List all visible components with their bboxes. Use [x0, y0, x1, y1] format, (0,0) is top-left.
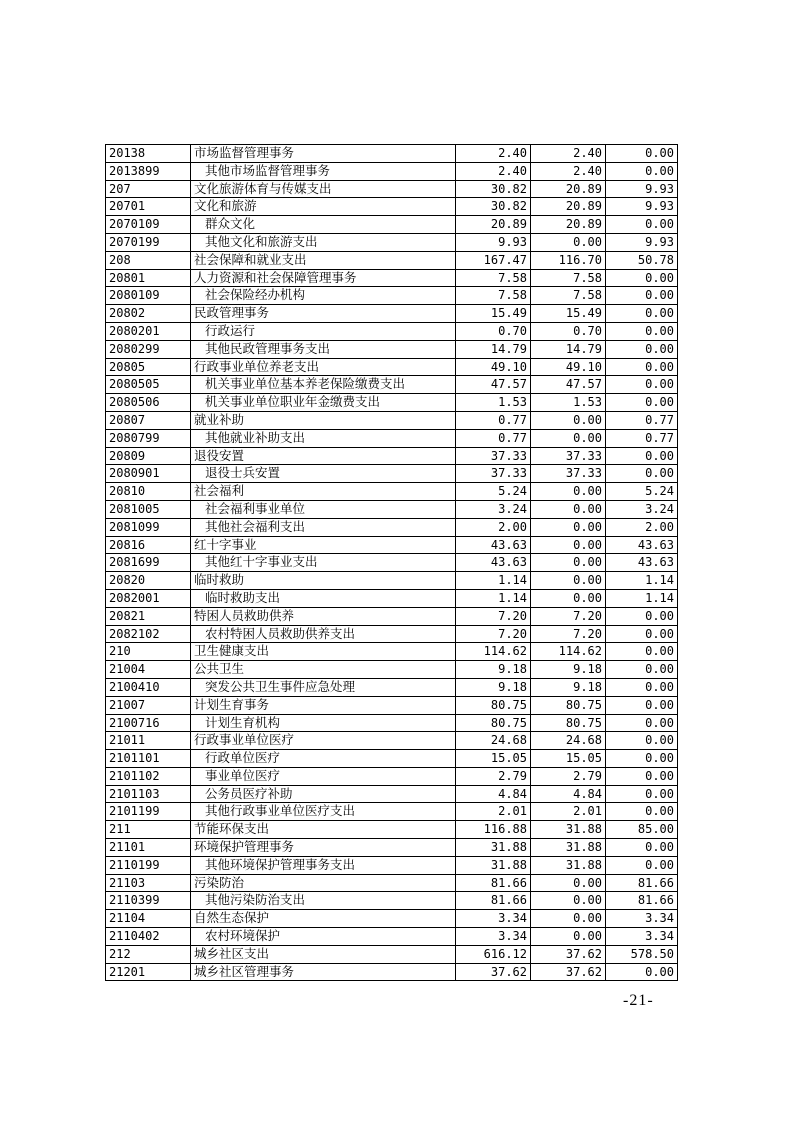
- subject-code-cell: 20809: [106, 447, 191, 465]
- table-row: [106, 198, 678, 216]
- table-row: [106, 180, 678, 198]
- table-row: [106, 376, 678, 394]
- table-row: [106, 625, 678, 643]
- project-expenditure-cell: 0.00: [606, 607, 678, 625]
- subject-code-cell: 2110199: [106, 856, 191, 874]
- subject-code-cell: 20801: [106, 269, 191, 287]
- basic-expenditure-cell: 7.20: [531, 625, 606, 643]
- subject-name-cell: 行政事业单位养老支出: [191, 358, 456, 376]
- subject-code-cell: 2081099: [106, 518, 191, 536]
- basic-expenditure-cell: 15.05: [531, 750, 606, 768]
- project-expenditure-cell: 0.00: [606, 625, 678, 643]
- basic-expenditure-cell: 31.88: [531, 839, 606, 857]
- subject-code-cell: 2101103: [106, 785, 191, 803]
- basic-expenditure-cell: 0.00: [531, 874, 606, 892]
- subject-code-cell: 20810: [106, 483, 191, 501]
- budget-table: [105, 144, 678, 981]
- total-amount-cell: 2.79: [456, 767, 531, 785]
- total-amount-cell: 81.66: [456, 874, 531, 892]
- project-expenditure-cell: 0.00: [606, 732, 678, 750]
- subject-name-cell: 退役安置: [191, 447, 456, 465]
- project-expenditure-cell: 0.00: [606, 661, 678, 679]
- basic-expenditure-cell: 0.00: [531, 411, 606, 429]
- basic-expenditure-cell: 20.89: [531, 198, 606, 216]
- subject-name-cell: 其他行政事业单位医疗支出: [191, 803, 456, 821]
- subject-name-cell: 计划生育机构: [191, 714, 456, 732]
- subject-name-cell: 事业单位医疗: [191, 767, 456, 785]
- subject-name-cell: 行政单位医疗: [191, 750, 456, 768]
- project-expenditure-cell: 43.63: [606, 536, 678, 554]
- project-expenditure-cell: 0.77: [606, 411, 678, 429]
- total-amount-cell: 3.34: [456, 910, 531, 928]
- table-row: [106, 162, 678, 180]
- total-amount-cell: 167.47: [456, 251, 531, 269]
- project-expenditure-cell: 0.00: [606, 678, 678, 696]
- subject-code-cell: 2110402: [106, 928, 191, 946]
- table-row: [106, 483, 678, 501]
- subject-code-cell: 2101199: [106, 803, 191, 821]
- subject-code-cell: 2080799: [106, 429, 191, 447]
- total-amount-cell: 1.14: [456, 589, 531, 607]
- total-amount-cell: 81.66: [456, 892, 531, 910]
- subject-code-cell: 2100410: [106, 678, 191, 696]
- page-number: -21-: [623, 992, 654, 1009]
- table-row: [106, 856, 678, 874]
- total-amount-cell: 15.49: [456, 305, 531, 323]
- subject-code-cell: 207: [106, 180, 191, 198]
- project-expenditure-cell: 3.34: [606, 928, 678, 946]
- subject-code-cell: 2100716: [106, 714, 191, 732]
- table-row: [106, 750, 678, 768]
- subject-code-cell: 212: [106, 945, 191, 963]
- subject-name-cell: 城乡社区支出: [191, 945, 456, 963]
- total-amount-cell: 30.82: [456, 180, 531, 198]
- total-amount-cell: 24.68: [456, 732, 531, 750]
- total-amount-cell: 30.82: [456, 198, 531, 216]
- basic-expenditure-cell: 0.00: [531, 589, 606, 607]
- total-amount-cell: 80.75: [456, 696, 531, 714]
- subject-name-cell: 行政事业单位医疗: [191, 732, 456, 750]
- budget-table-body: [106, 145, 678, 981]
- basic-expenditure-cell: 37.62: [531, 963, 606, 981]
- subject-name-cell: 其他社会福利支出: [191, 518, 456, 536]
- project-expenditure-cell: 9.93: [606, 198, 678, 216]
- basic-expenditure-cell: 7.58: [531, 287, 606, 305]
- subject-code-cell: 21103: [106, 874, 191, 892]
- basic-expenditure-cell: 2.01: [531, 803, 606, 821]
- total-amount-cell: 37.62: [456, 963, 531, 981]
- total-amount-cell: 80.75: [456, 714, 531, 732]
- subject-name-cell: 计划生育事务: [191, 696, 456, 714]
- subject-code-cell: 2080901: [106, 465, 191, 483]
- subject-name-cell: 突发公共卫生事件应急处理: [191, 678, 456, 696]
- table-row: [106, 322, 678, 340]
- basic-expenditure-cell: 4.84: [531, 785, 606, 803]
- basic-expenditure-cell: 2.40: [531, 162, 606, 180]
- basic-expenditure-cell: 7.20: [531, 607, 606, 625]
- subject-code-cell: 2080109: [106, 287, 191, 305]
- subject-name-cell: 节能环保支出: [191, 821, 456, 839]
- table-row: [106, 305, 678, 323]
- project-expenditure-cell: 0.00: [606, 145, 678, 163]
- basic-expenditure-cell: 24.68: [531, 732, 606, 750]
- total-amount-cell: 14.79: [456, 340, 531, 358]
- basic-expenditure-cell: 116.70: [531, 251, 606, 269]
- project-expenditure-cell: 3.34: [606, 910, 678, 928]
- table-row: [106, 394, 678, 412]
- subject-name-cell: 市场监督管理事务: [191, 145, 456, 163]
- subject-name-cell: 其他环境保护管理事务支出: [191, 856, 456, 874]
- total-amount-cell: 31.88: [456, 839, 531, 857]
- total-amount-cell: 37.33: [456, 465, 531, 483]
- project-expenditure-cell: 0.00: [606, 714, 678, 732]
- project-expenditure-cell: 2.00: [606, 518, 678, 536]
- total-amount-cell: 49.10: [456, 358, 531, 376]
- total-amount-cell: 2.40: [456, 162, 531, 180]
- subject-name-cell: 其他市场监督管理事务: [191, 162, 456, 180]
- subject-name-cell: 人力资源和社会保障管理事务: [191, 269, 456, 287]
- subject-code-cell: 211: [106, 821, 191, 839]
- total-amount-cell: 47.57: [456, 376, 531, 394]
- subject-code-cell: 2080201: [106, 322, 191, 340]
- total-amount-cell: 0.77: [456, 411, 531, 429]
- basic-expenditure-cell: 20.89: [531, 180, 606, 198]
- total-amount-cell: 31.88: [456, 856, 531, 874]
- table-row: [106, 839, 678, 857]
- total-amount-cell: 7.58: [456, 269, 531, 287]
- project-expenditure-cell: 50.78: [606, 251, 678, 269]
- table-row: [106, 429, 678, 447]
- total-amount-cell: 1.14: [456, 572, 531, 590]
- subject-name-cell: 其他民政管理事务支出: [191, 340, 456, 358]
- subject-code-cell: 21201: [106, 963, 191, 981]
- basic-expenditure-cell: 0.00: [531, 572, 606, 590]
- project-expenditure-cell: 0.00: [606, 162, 678, 180]
- subject-code-cell: 21011: [106, 732, 191, 750]
- basic-expenditure-cell: 14.79: [531, 340, 606, 358]
- table-row: [106, 145, 678, 163]
- project-expenditure-cell: 81.66: [606, 892, 678, 910]
- project-expenditure-cell: 0.00: [606, 447, 678, 465]
- basic-expenditure-cell: 2.79: [531, 767, 606, 785]
- project-expenditure-cell: 0.00: [606, 287, 678, 305]
- subject-code-cell: 21101: [106, 839, 191, 857]
- subject-name-cell: 环境保护管理事务: [191, 839, 456, 857]
- basic-expenditure-cell: 0.00: [531, 500, 606, 518]
- basic-expenditure-cell: 9.18: [531, 661, 606, 679]
- basic-expenditure-cell: 49.10: [531, 358, 606, 376]
- project-expenditure-cell: 0.00: [606, 785, 678, 803]
- subject-code-cell: 20816: [106, 536, 191, 554]
- total-amount-cell: 2.01: [456, 803, 531, 821]
- subject-name-cell: 文化和旅游: [191, 198, 456, 216]
- total-amount-cell: 1.53: [456, 394, 531, 412]
- subject-name-cell: 行政运行: [191, 322, 456, 340]
- basic-expenditure-cell: 1.53: [531, 394, 606, 412]
- table-row: [106, 572, 678, 590]
- subject-name-cell: 其他污染防治支出: [191, 892, 456, 910]
- project-expenditure-cell: 0.77: [606, 429, 678, 447]
- subject-name-cell: 社会保险经办机构: [191, 287, 456, 305]
- project-expenditure-cell: 0.00: [606, 643, 678, 661]
- basic-expenditure-cell: 114.62: [531, 643, 606, 661]
- total-amount-cell: 2.00: [456, 518, 531, 536]
- subject-code-cell: 20820: [106, 572, 191, 590]
- basic-expenditure-cell: 47.57: [531, 376, 606, 394]
- project-expenditure-cell: 0.00: [606, 340, 678, 358]
- basic-expenditure-cell: 31.88: [531, 856, 606, 874]
- subject-name-cell: 文化旅游体育与传媒支出: [191, 180, 456, 198]
- project-expenditure-cell: 1.14: [606, 589, 678, 607]
- subject-name-cell: 临时救助支出: [191, 589, 456, 607]
- basic-expenditure-cell: 9.18: [531, 678, 606, 696]
- subject-name-cell: 群众文化: [191, 216, 456, 234]
- subject-code-cell: 2110399: [106, 892, 191, 910]
- total-amount-cell: 2.40: [456, 145, 531, 163]
- subject-code-cell: 2101102: [106, 767, 191, 785]
- subject-name-cell: 退役士兵安置: [191, 465, 456, 483]
- project-expenditure-cell: 0.00: [606, 216, 678, 234]
- subject-name-cell: 卫生健康支出: [191, 643, 456, 661]
- table-row: [106, 678, 678, 696]
- table-row: [106, 500, 678, 518]
- table-row: [106, 785, 678, 803]
- total-amount-cell: 116.88: [456, 821, 531, 839]
- basic-expenditure-cell: 7.58: [531, 269, 606, 287]
- total-amount-cell: 15.05: [456, 750, 531, 768]
- subject-code-cell: 2081005: [106, 500, 191, 518]
- basic-expenditure-cell: 31.88: [531, 821, 606, 839]
- table-row: [106, 910, 678, 928]
- total-amount-cell: 3.34: [456, 928, 531, 946]
- table-row: [106, 287, 678, 305]
- subject-code-cell: 2013899: [106, 162, 191, 180]
- project-expenditure-cell: 578.50: [606, 945, 678, 963]
- subject-name-cell: 红十字事业: [191, 536, 456, 554]
- basic-expenditure-cell: 0.70: [531, 322, 606, 340]
- project-expenditure-cell: 5.24: [606, 483, 678, 501]
- table-row: [106, 233, 678, 251]
- subject-name-cell: 污染防治: [191, 874, 456, 892]
- total-amount-cell: 9.18: [456, 661, 531, 679]
- subject-name-cell: 其他文化和旅游支出: [191, 233, 456, 251]
- subject-code-cell: 210: [106, 643, 191, 661]
- subject-name-cell: 特困人员救助供养: [191, 607, 456, 625]
- project-expenditure-cell: 0.00: [606, 394, 678, 412]
- subject-name-cell: 社会福利: [191, 483, 456, 501]
- table-row: [106, 803, 678, 821]
- total-amount-cell: 5.24: [456, 483, 531, 501]
- table-row: [106, 696, 678, 714]
- subject-name-cell: 公务员医疗补助: [191, 785, 456, 803]
- basic-expenditure-cell: 0.00: [531, 910, 606, 928]
- project-expenditure-cell: 0.00: [606, 767, 678, 785]
- table-row: [106, 963, 678, 981]
- project-expenditure-cell: 9.93: [606, 233, 678, 251]
- project-expenditure-cell: 0.00: [606, 696, 678, 714]
- subject-code-cell: 21004: [106, 661, 191, 679]
- basic-expenditure-cell: 37.62: [531, 945, 606, 963]
- basic-expenditure-cell: 20.89: [531, 216, 606, 234]
- subject-name-cell: 社会保障和就业支出: [191, 251, 456, 269]
- basic-expenditure-cell: 0.00: [531, 429, 606, 447]
- table-row: [106, 447, 678, 465]
- basic-expenditure-cell: 0.00: [531, 518, 606, 536]
- table-row: [106, 928, 678, 946]
- basic-expenditure-cell: 0.00: [531, 928, 606, 946]
- table-row: [106, 465, 678, 483]
- subject-name-cell: 社会福利事业单位: [191, 500, 456, 518]
- total-amount-cell: 0.77: [456, 429, 531, 447]
- total-amount-cell: 9.18: [456, 678, 531, 696]
- total-amount-cell: 0.70: [456, 322, 531, 340]
- project-expenditure-cell: 9.93: [606, 180, 678, 198]
- subject-code-cell: 208: [106, 251, 191, 269]
- project-expenditure-cell: 0.00: [606, 358, 678, 376]
- subject-code-cell: 20701: [106, 198, 191, 216]
- subject-code-cell: 2070109: [106, 216, 191, 234]
- subject-code-cell: 2082102: [106, 625, 191, 643]
- subject-code-cell: 2080505: [106, 376, 191, 394]
- total-amount-cell: 114.62: [456, 643, 531, 661]
- basic-expenditure-cell: 37.33: [531, 447, 606, 465]
- subject-name-cell: 临时救助: [191, 572, 456, 590]
- table-row: [106, 554, 678, 572]
- subject-code-cell: 2081699: [106, 554, 191, 572]
- table-row: [106, 518, 678, 536]
- subject-code-cell: 2101101: [106, 750, 191, 768]
- project-expenditure-cell: 0.00: [606, 963, 678, 981]
- table-row: [106, 874, 678, 892]
- project-expenditure-cell: 85.00: [606, 821, 678, 839]
- table-row: [106, 340, 678, 358]
- total-amount-cell: 43.63: [456, 536, 531, 554]
- table-row: [106, 821, 678, 839]
- basic-expenditure-cell: 37.33: [531, 465, 606, 483]
- project-expenditure-cell: 0.00: [606, 269, 678, 287]
- subject-name-cell: 农村特困人员救助供养支出: [191, 625, 456, 643]
- subject-name-cell: 农村环境保护: [191, 928, 456, 946]
- table-row: [106, 411, 678, 429]
- subject-code-cell: 2080506: [106, 394, 191, 412]
- total-amount-cell: 7.20: [456, 625, 531, 643]
- project-expenditure-cell: 3.24: [606, 500, 678, 518]
- basic-expenditure-cell: 0.00: [531, 536, 606, 554]
- basic-expenditure-cell: 80.75: [531, 696, 606, 714]
- basic-expenditure-cell: 80.75: [531, 714, 606, 732]
- project-expenditure-cell: 0.00: [606, 750, 678, 768]
- project-expenditure-cell: 43.63: [606, 554, 678, 572]
- table-row: [106, 607, 678, 625]
- subject-code-cell: 2082001: [106, 589, 191, 607]
- subject-name-cell: 城乡社区管理事务: [191, 963, 456, 981]
- basic-expenditure-cell: 0.00: [531, 483, 606, 501]
- total-amount-cell: 43.63: [456, 554, 531, 572]
- table-row: [106, 358, 678, 376]
- subject-code-cell: 20138: [106, 145, 191, 163]
- table-row: [106, 714, 678, 732]
- project-expenditure-cell: 0.00: [606, 465, 678, 483]
- project-expenditure-cell: 0.00: [606, 803, 678, 821]
- subject-code-cell: 2070199: [106, 233, 191, 251]
- project-expenditure-cell: 0.00: [606, 856, 678, 874]
- total-amount-cell: 9.93: [456, 233, 531, 251]
- subject-code-cell: 21104: [106, 910, 191, 928]
- table-row: [106, 732, 678, 750]
- project-expenditure-cell: 0.00: [606, 376, 678, 394]
- table-row: [106, 251, 678, 269]
- subject-code-cell: 2080299: [106, 340, 191, 358]
- total-amount-cell: 7.20: [456, 607, 531, 625]
- table-row: [106, 643, 678, 661]
- subject-name-cell: 就业补助: [191, 411, 456, 429]
- total-amount-cell: 20.89: [456, 216, 531, 234]
- project-expenditure-cell: 0.00: [606, 305, 678, 323]
- subject-name-cell: 其他红十字事业支出: [191, 554, 456, 572]
- subject-code-cell: 20807: [106, 411, 191, 429]
- subject-name-cell: 其他就业补助支出: [191, 429, 456, 447]
- subject-name-cell: 机关事业单位职业年金缴费支出: [191, 394, 456, 412]
- project-expenditure-cell: 81.66: [606, 874, 678, 892]
- subject-name-cell: 机关事业单位基本养老保险缴费支出: [191, 376, 456, 394]
- basic-expenditure-cell: 0.00: [531, 554, 606, 572]
- subject-name-cell: 民政管理事务: [191, 305, 456, 323]
- project-expenditure-cell: 0.00: [606, 322, 678, 340]
- table-row: [106, 269, 678, 287]
- subject-code-cell: 20802: [106, 305, 191, 323]
- table-row: [106, 892, 678, 910]
- basic-expenditure-cell: 0.00: [531, 233, 606, 251]
- table-row: [106, 945, 678, 963]
- total-amount-cell: 7.58: [456, 287, 531, 305]
- table-row: [106, 536, 678, 554]
- project-expenditure-cell: 1.14: [606, 572, 678, 590]
- subject-code-cell: 21007: [106, 696, 191, 714]
- basic-expenditure-cell: 0.00: [531, 892, 606, 910]
- subject-code-cell: 20805: [106, 358, 191, 376]
- total-amount-cell: 37.33: [456, 447, 531, 465]
- subject-name-cell: 公共卫生: [191, 661, 456, 679]
- basic-expenditure-cell: 2.40: [531, 145, 606, 163]
- table-row: [106, 589, 678, 607]
- table-row: [106, 767, 678, 785]
- subject-name-cell: 自然生态保护: [191, 910, 456, 928]
- total-amount-cell: 4.84: [456, 785, 531, 803]
- table-row: [106, 661, 678, 679]
- total-amount-cell: 616.12: [456, 945, 531, 963]
- project-expenditure-cell: 0.00: [606, 839, 678, 857]
- total-amount-cell: 3.24: [456, 500, 531, 518]
- table-row: [106, 216, 678, 234]
- subject-code-cell: 20821: [106, 607, 191, 625]
- basic-expenditure-cell: 15.49: [531, 305, 606, 323]
